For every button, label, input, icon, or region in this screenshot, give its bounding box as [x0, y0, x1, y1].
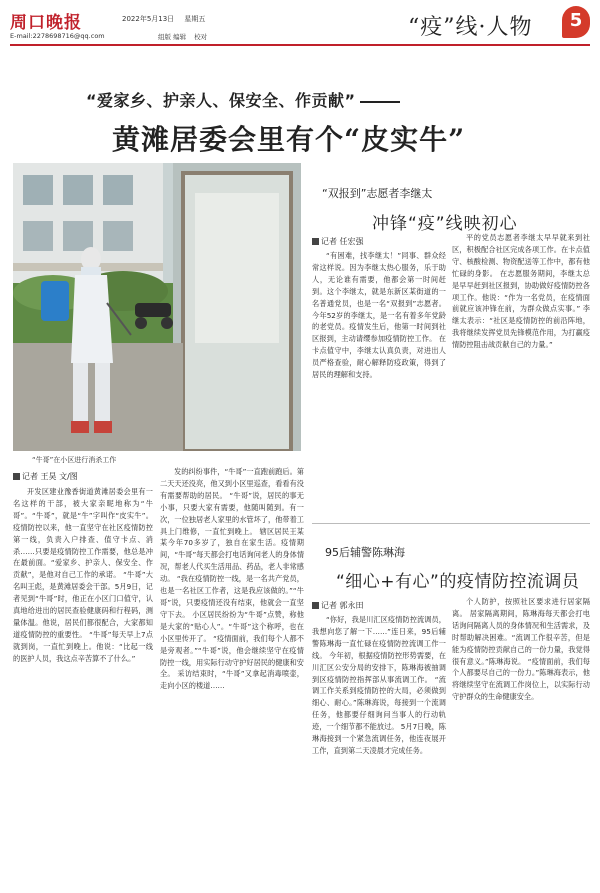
photo-illustration [13, 163, 301, 451]
article3-col1-text: “你好，我是川汇区疫情防控流调员，我想向您了解一下……”连日来，95后辅警陈琳海一直忙碌在疫情防控流调工作一线。 今年初，根据疫情防控形势需要，在川汇区公安分局的安排下，陈琳海被抽调到区疫情防控指挥部从事流调工作。 “流调工作关系到疫情防控的大局，必须做到细心、耐心。”陈琳海说，每接到一个流调任务，他都要仔细询问当事人的行动轨迹，一个细节都不能放过。 5月7日晚，陈琳海接到一个紧急流调任务，他连夜展开工作，直到第二天凌晨才完成任务。 [312, 615, 446, 755]
article3-col1 [312, 614, 446, 886]
article3-col2-text: 个人防护，按照社区要求进行居家隔离。 居家隔离期间，陈琳海每天都会打电话询问隔离人员的身体情况和生活需求，及时帮助解决困难。“流调工作很辛苦，但是能为疫情防控贡献自己的一份力量，我觉得很有意义。”陈琳海说。 “疫情面前，我们每个人都要尽自己的一份力。”陈琳海表示，他将继续坚守在流调工作岗位上，以实际行动守护群众的生命健康安全。 [452, 597, 590, 702]
article2-byline-text: 记者 任宏强 [321, 237, 364, 246]
main-article-col1-text: 开发区建业豫香街道黄滩居委会里有一名这样的干部，被大家亲昵地称为“牛哥”。“牛哥”，就是“牛”字叫作“皮实牛”。 疫情防控以来，他一直坚守在社区疫情防控第一线，负责入户排查、值守卡点、消杀……只要是疫情防控工作需要，他总是冲在最前面。“爱家乡、护亲人、保安全、作贡献”，是他对自己工作的承诺。 “牛哥”大名叫王彪，是黄滩居委会干部。5月9日，记者见到“牛哥”时，他正在小区门口值守，认真地给进出的居民查验健康码和行程码，测量体温。他说，居民们都很配合，大家都知道疫情防控的重要性。 “牛哥”每天早上7点就到岗，一直忙到晚上。他说：“比起一线的医护人员，我这点辛苦算不了什么。” [13, 487, 153, 663]
issue-date-line [122, 14, 213, 24]
main-article-col2-text: 发的纠纷事件，“牛哥”一直跑前跑后。第二天天还没亮，他又到小区里巡查，看看有没有需要帮助的居民。 “牛哥”说，居民的事无小事，只要大家有需要，他随叫随到。有一次，一位独居老人家里的水管坏了，他带着工具上门维修，一直忙到晚上。 辖区居民王某某今年70多岁了，独自在家生活。疫情期间，“牛哥”每天都会打电话询问老人的身体情况，帮老人代买生活用品、药品，老人非常感动。 “我在疫情防控一线，是一名共产党员，也是一名社区工作者，这是我应该做的。”“牛哥”说，只要疫情还没有结束，他就会一直坚守下去。 小区居民纷纷为“牛哥”点赞，称他是大家的“贴心人”。“牛哥”这个称呼，也在小区里传开了。 “疫情面前，我们每个人都不是旁观者。”“牛哥”说，他会继续坚守在疫情防控一线，用实际行动守护好居民的健康和安全。 采访结束时，“牛哥”又拿起消毒喷壶，走向小区的楼道…… [160, 467, 304, 691]
article2-kicker: “双报到”志愿者李继太 [322, 187, 433, 200]
main-headline: 黄滩居委会里有个“皮实牛” [112, 123, 466, 156]
contact-email: E-mail:2278698716@qq.com [10, 32, 105, 40]
page-number-badge: 5 [562, 6, 590, 38]
article3-headline: “细心+有心”的疫情防控流调员 [336, 572, 580, 592]
editor-line [158, 32, 213, 41]
article3-byline-text: 记者 郭永田 [321, 601, 364, 610]
byline-square-icon [312, 602, 319, 609]
issue-weekday: 星期五 [184, 15, 206, 23]
section-title: “疫”线·人物 [408, 15, 533, 40]
masthead [10, 6, 590, 64]
main-kicker [86, 88, 400, 111]
byline-square-icon [13, 473, 20, 480]
main-byline-text: 记者 王昊 文/图 [22, 472, 78, 481]
photo-caption: “牛哥”在小区进行消杀工作 [32, 456, 117, 464]
section-divider [312, 523, 590, 524]
newspaper-logo: 周口晚报 [10, 13, 82, 33]
main-article-col1 [13, 486, 153, 886]
main-article-col2 [160, 466, 304, 886]
main-kicker-text: “爱家乡、护亲人、保安全、作贡献” [86, 91, 356, 110]
main-byline [13, 471, 78, 482]
article2-col1-text: “有困难，找李继太！”同事、群众经常这样说。因为李继太热心服务，乐于助人，无论谁有需要，他都会第一时间赶到。这个李继太，就是东新区某街道的一名普通党员，也是一名“双报到”志愿者。 今年52岁的李继太，是一名有着多年党龄的老党员。疫情发生后，他第一时间到社区报到，主动请缨参加疫情防控工作。 在卡点值守中，李继太认真负责，对进出人员严格查验，耐心解释防疫政策，得到了居民的理解和支持。 [312, 251, 446, 380]
editor-label: 组版 编辑 [158, 33, 187, 41]
article-photo [13, 163, 301, 451]
kicker-dash [360, 101, 400, 103]
article3-byline [312, 600, 364, 611]
article2-headline: 冲锋“疫”线映初心 [372, 214, 518, 234]
issue-date: 2022年5月13日 [122, 15, 175, 23]
article3-kicker: 95后辅警陈琳海 [325, 546, 405, 559]
article2-byline [312, 236, 364, 247]
article2-col2-text: 平的党员志愿者李继太早早就来到社区，积极配合社区完成各项工作。在卡点值守、核酸检测、物资配送等工作中，都有他忙碌的身影。 在志愿服务期间，李继太总是早早赶到社区报到，协助做好疫情防控各项工作。他说：“作为一名党员，在疫情面前就应该冲锋在前，为群众做点实事。” 李继太表示：“社区是疫情防控的前沿阵地，我将继续发挥党员先锋模范作用，为打赢疫情防控阻击战贡献自己的力量。” [452, 233, 590, 350]
byline-square-icon [312, 238, 319, 245]
article3-col2 [452, 596, 590, 886]
proofreader-label: 校对 [194, 33, 208, 41]
article2-col2 [452, 232, 590, 518]
header-divider [10, 44, 590, 46]
article2-col1 [312, 250, 446, 518]
